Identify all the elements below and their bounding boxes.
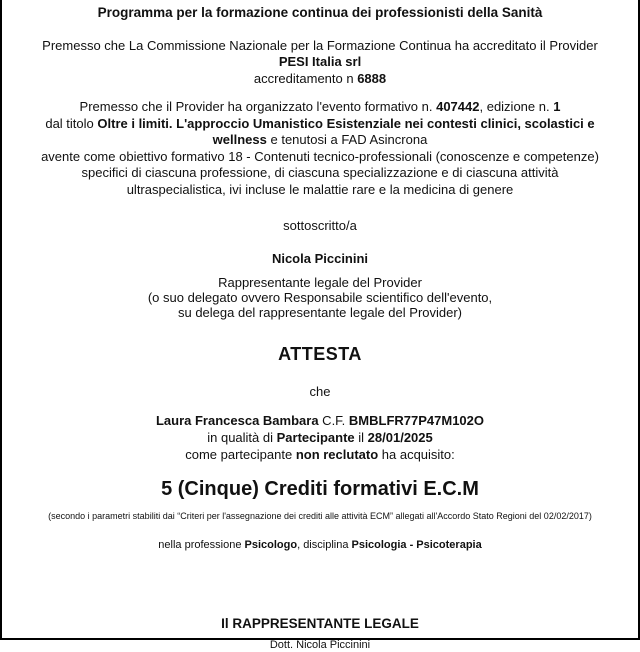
signer-role-line3: su delega del rappresentante legale del Provider)	[177, 305, 463, 321]
undersigned-label: sottoscritto/a	[283, 218, 357, 234]
event-date: 28/01/2025	[367, 429, 433, 445]
accreditation-number: 6888	[357, 70, 387, 86]
edition-number: 1	[553, 99, 561, 115]
discipline-label: , disciplina	[297, 539, 352, 552]
signer-role-line2: (o suo delegato ovvero Responsabile scientifico dell'evento,	[147, 290, 493, 306]
participant-fiscal-code: BMBLFR77P47M102O	[348, 412, 485, 428]
signer-role-block	[36, 275, 604, 321]
recruit-status: non reclutato	[295, 447, 379, 463]
participant-name: Laura Francesca Bambara	[155, 412, 319, 428]
edition-label: , edizione n.	[479, 99, 554, 115]
recruit-post-text: ha acquisito:	[378, 447, 455, 463]
event-mode-text: e tenutosi a FAD Asincrona	[266, 132, 428, 148]
document-title: Programma per la formazione continua dei professionisti della Sanità	[97, 5, 543, 20]
event-number: 407442	[436, 99, 480, 115]
provider-name: PESI Italia srl	[278, 54, 362, 70]
profession-label: nella professione	[158, 539, 245, 552]
credits-note: (secondo i parametri stabiliti dai “Criteri per l'assegnazione dei crediti alle attività ECM” allegati all'Accordo Stato Regioni del 02/02/2017)	[48, 511, 592, 522]
legal-representative-name: Dott. Nicola Piccinini	[269, 639, 371, 652]
discipline-value: Psicologia - Psicoterapia	[351, 539, 482, 552]
signer-role-line1: Rappresentante legale del Provider	[218, 275, 422, 291]
premise-provider-text: Premesso che La Commissione Nazionale per la Formazione Continua ha accreditato il Provider	[42, 37, 598, 53]
event-title-label: dal titolo	[45, 115, 98, 131]
profession-line	[36, 538, 604, 552]
fiscal-code-label: C.F.	[318, 412, 349, 428]
che-text: che	[309, 384, 331, 400]
event-title: Oltre i limiti. L'approccio Umanistico Esistenziale nei contesti clinici, scolastici e wellness	[97, 115, 595, 148]
attesta-heading: ATTESTA	[278, 343, 362, 364]
participant-block	[36, 412, 604, 464]
date-label: il	[354, 429, 368, 445]
recruit-label: come partecipante	[185, 447, 296, 463]
premise-event-paragraph	[36, 99, 604, 198]
credits-heading: 5 (Cinque) Crediti formativi E.C.M	[161, 478, 479, 501]
premise-provider-paragraph	[36, 38, 604, 88]
event-intro-text: Premesso che il Provider ha organizzato l'evento formativo n.	[79, 99, 437, 115]
accreditation-label: accreditamento n	[253, 70, 358, 86]
legal-representative-heading: Il RAPPRESENTANTE LEGALE	[221, 615, 419, 631]
participant-quality: Partecipante	[276, 429, 355, 445]
event-objective-text: avente come obiettivo formativo 18 - Contenuti tecnico-professionali (conoscenze e competenze) specifici di ciascuna professione, di ciascuna specializzazione e di ciascuna attività ultraspecialistica, ivi incluse le malattie rare e la medicina di genere	[41, 148, 599, 197]
quality-label: in qualità di	[207, 429, 277, 445]
signer-name: Nicola Piccinini	[271, 250, 369, 266]
profession-value: Psicologo	[244, 539, 298, 552]
